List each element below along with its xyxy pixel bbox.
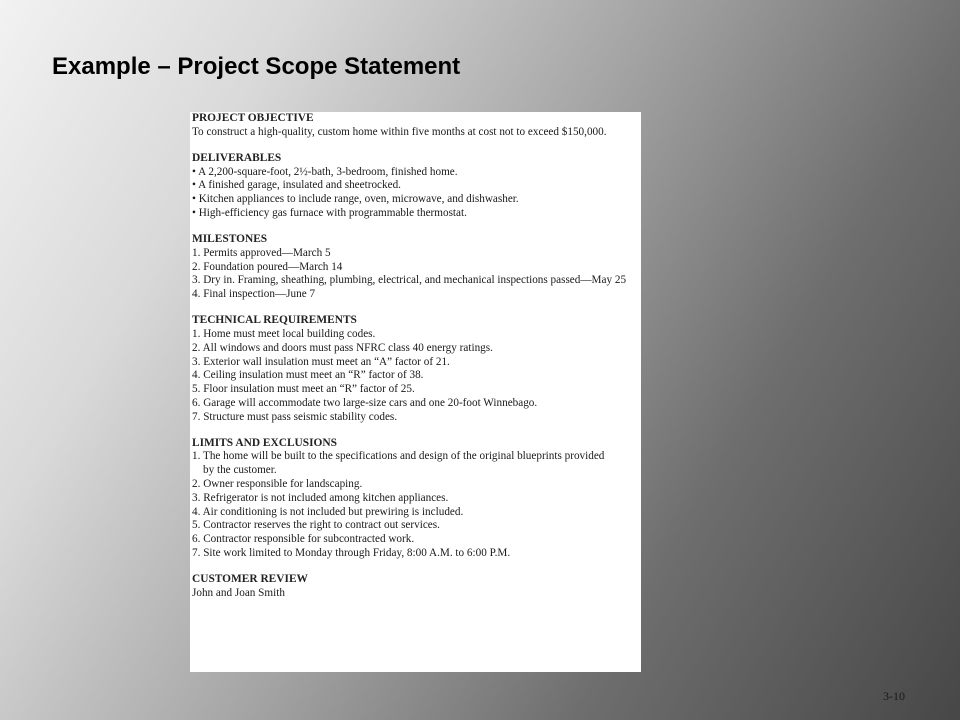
section-technical-requirements bbox=[192, 314, 641, 424]
section-limits-and-exclusions bbox=[192, 437, 641, 561]
milestone-item: 2. Foundation poured—March 14 bbox=[192, 260, 343, 273]
section-heading: LIMITS AND EXCLUSIONS bbox=[192, 436, 337, 449]
limit-item: 2. Owner responsible for landscaping. bbox=[192, 478, 363, 491]
limit-item: 1. The home will be built to the specifications and design of the original blueprints provided by the customer. bbox=[192, 450, 605, 477]
milestone-item: 1. Permits approved—March 5 bbox=[192, 246, 331, 259]
section-customer-review bbox=[192, 573, 641, 601]
limit-item: 3. Refrigerator is not included among kitchen appliances. bbox=[192, 491, 449, 504]
section-milestones bbox=[192, 233, 641, 302]
deliverable-item: • A finished garage, insulated and sheetrocked. bbox=[192, 179, 401, 192]
section-project-objective bbox=[192, 112, 641, 140]
milestone-item: 4. Final inspection—June 7 bbox=[192, 288, 316, 301]
requirement-item: 5. Floor insulation must meet an “R” factor of 25. bbox=[192, 383, 415, 396]
section-heading: DELIVERABLES bbox=[192, 151, 282, 164]
limit-item: 5. Contractor reserves the right to contract out services. bbox=[192, 519, 440, 532]
section-deliverables bbox=[192, 152, 641, 221]
milestone-item: 3. Dry in. Framing, sheathing, plumbing, electrical, and mechanical inspections passed—May 25 bbox=[192, 274, 627, 287]
requirement-item: 1. Home must meet local building codes. bbox=[192, 327, 376, 340]
requirement-item: 4. Ceiling insulation must meet an “R” factor of 38. bbox=[192, 369, 424, 382]
section-heading: TECHNICAL REQUIREMENTS bbox=[192, 314, 357, 327]
slide-title: Example – Project Scope Statement bbox=[52, 53, 461, 80]
requirement-item: 6. Garage will accommodate two large-size cars and one 20-foot Winnebago. bbox=[192, 396, 538, 409]
objective-text: To construct a high-quality, custom home within five months at cost not to exceed $150,000. bbox=[192, 125, 607, 138]
slide-number: 3-10 bbox=[883, 689, 905, 703]
section-heading: CUSTOMER REVIEW bbox=[192, 573, 308, 586]
limit-item: 6. Contractor responsible for subcontracted work. bbox=[192, 533, 415, 546]
requirement-item: 2. All windows and doors must pass NFRC class 40 energy ratings. bbox=[192, 341, 493, 354]
scope-statement-document bbox=[190, 112, 641, 672]
customer-names: John and Joan Smith bbox=[192, 586, 285, 599]
deliverable-item: • High-efficiency gas furnace with programmable thermostat. bbox=[192, 206, 467, 219]
deliverable-item: • Kitchen appliances to include range, oven, microwave, and dishwasher. bbox=[192, 193, 519, 206]
requirement-item: 7. Structure must pass seismic stability codes. bbox=[192, 410, 398, 423]
section-heading: MILESTONES bbox=[192, 232, 268, 245]
limit-item: 4. Air conditioning is not included but prewiring is included. bbox=[192, 505, 464, 518]
section-heading: PROJECT OBJECTIVE bbox=[192, 112, 314, 124]
requirement-item: 3. Exterior wall insulation must meet an “A” factor of 21. bbox=[192, 355, 450, 368]
limit-item: 7. Site work limited to Monday through Friday, 8:00 A.M. to 6:00 P.M. bbox=[192, 547, 511, 560]
deliverable-item: • A 2,200-square-foot, 2½-bath, 3-bedroom, finished home. bbox=[192, 165, 458, 178]
